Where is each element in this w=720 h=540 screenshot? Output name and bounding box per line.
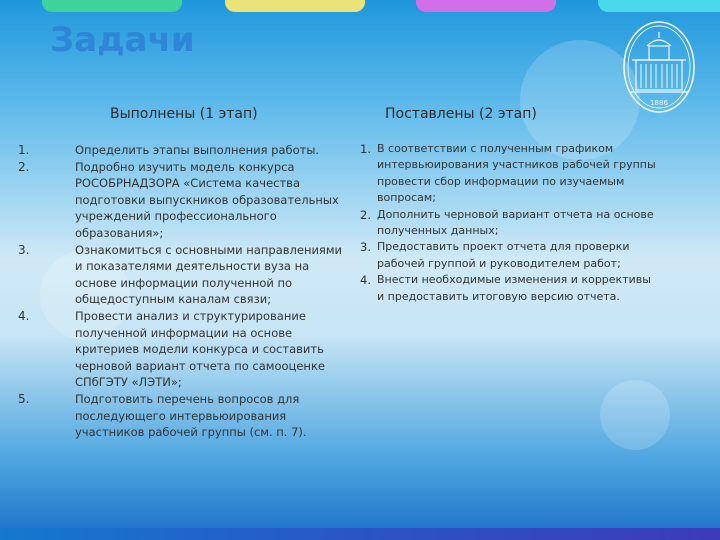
list-item-text: Внести необходимые изменения и коррективы и предоставить итоговую версию отчета.: [377, 273, 651, 303]
list-item-number: 3.: [360, 240, 371, 255]
column-heading-done: Выполнены (1 этап): [110, 106, 258, 122]
university-building-emblem-icon: [622, 20, 696, 114]
list-item: [18, 391, 348, 441]
list-item-text: Ознакомиться с основными направлениями и показателями деятельности вуза на основе информации полученной по общедоступным каналам связи;: [75, 242, 343, 307]
list-item-text: Предоставить проект отчета для проверки рабочей группой и руководителем работ;: [377, 240, 630, 270]
list-item-number: 4.: [360, 273, 371, 288]
planned-tasks-list: [360, 141, 660, 305]
list-item: [18, 159, 348, 242]
list-item: [360, 239, 660, 272]
column-heading-planned: Поставлены (2 этап): [385, 106, 537, 122]
list-item-number: 5.: [18, 391, 30, 406]
list-item-number: 1.: [18, 143, 30, 157]
list-item-text: Определить этапы выполнения работы.: [75, 143, 320, 157]
list-item: [360, 272, 660, 305]
list-item: [360, 141, 660, 207]
list-item-text: Провести анализ и структурирование полученной информации на основе критериев модели конкурса и составить черновой вариант отчета по самооценке СПбГЭТУ «ЛЭТИ»;: [75, 308, 325, 390]
list-item-text: Дополнить черновой вариант отчета на основе полученных данных;: [377, 207, 654, 238]
slide-title: Задачи: [50, 20, 195, 60]
list-item-text: В соответствии с полученным графиком интервьюирования участников рабочей группы провести сбор информации по изучаемым вопросам;: [377, 142, 656, 205]
decorative-tab-purple: [416, 0, 556, 12]
list-item: [18, 242, 348, 308]
decorative-tab-yellow: [225, 0, 365, 12]
list-item: [18, 308, 348, 391]
decorative-tab-cyan: [598, 0, 720, 12]
decorative-bubble: [600, 380, 670, 450]
list-item: [18, 142, 348, 159]
emblem-year: 1886: [650, 99, 668, 107]
list-item-number: 1.: [360, 142, 371, 156]
list-item-number: 3.: [18, 242, 30, 257]
decorative-tab-green: [42, 0, 182, 12]
list-item-number: 4.: [18, 308, 30, 323]
completed-tasks-list: [18, 142, 348, 441]
list-item-number: 2.: [360, 207, 371, 222]
list-item-text: Подготовить перечень вопросов для последующего интервьюирования участников рабочей группы (см. п. 7).: [75, 391, 307, 440]
list-item-number: 2.: [18, 159, 30, 174]
list-item: [360, 207, 660, 240]
bottom-decorative-bar: [0, 528, 720, 540]
list-item-text: Подробно изучить модель конкурса РОСОБРНАДЗОРА «Система качества подготовки выпускников образовательных учреждений профессионального образования»;: [75, 159, 339, 240]
